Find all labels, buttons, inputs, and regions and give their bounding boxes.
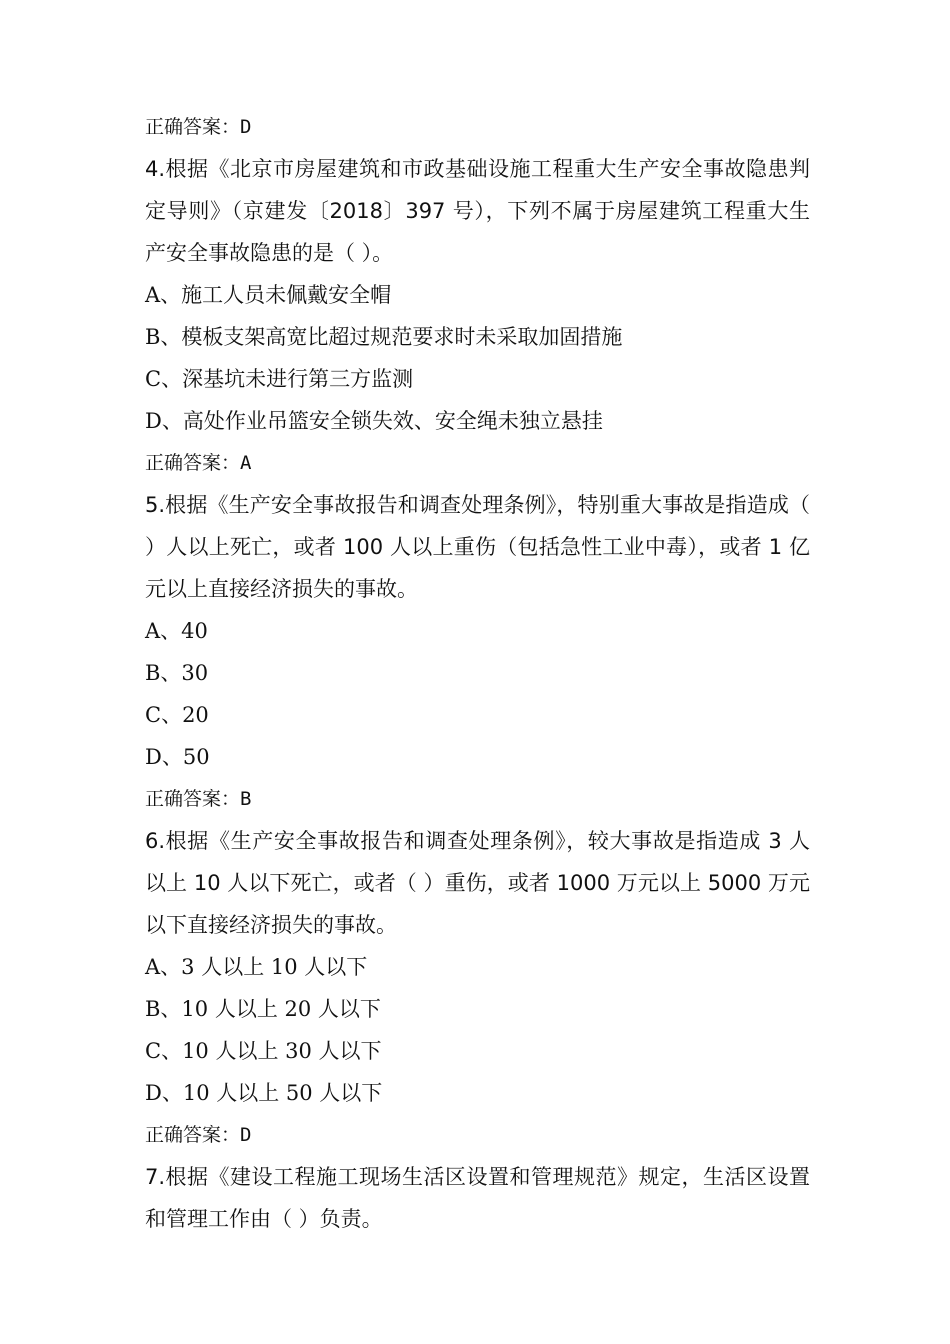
question-4-option-a: A、施工人员未佩戴安全帽 — [145, 283, 392, 307]
question-4-option-b: B、模板支架高宽比超过规范要求时未采取加固措施 — [145, 325, 623, 349]
question-5-option-d: D、50 — [145, 745, 210, 769]
answer-line: 正确答案：D — [145, 1124, 252, 1146]
question-6-text: 6.根据《生产安全事故报告和调查处理条例》，较大事故是指造成 3 人以上 10 人以下死亡，或者（ ）重伤，或者 1000 万元以上 5000 万元以下直接经济损失的事故。 — [145, 829, 810, 937]
answer-line: 正确答案：A — [145, 452, 252, 474]
answer-line: 正确答案：B — [145, 788, 252, 810]
question-4-text: 4.根据《北京市房屋建筑和市政基础设施工程重大生产安全事故隐患判定导则》（京建发〔2018〕397 号），下列不属于房屋建筑工程重大生产安全事故隐患的是（ ）。 — [145, 157, 810, 265]
question-6-option-b: B、10 人以上 20 人以下 — [145, 997, 381, 1021]
question-5-option-a: A、40 — [145, 619, 208, 643]
question-5-option-b: B、30 — [145, 661, 209, 685]
document-page — [145, 106, 810, 1240]
question-5-text: 5.根据《生产安全事故报告和调查处理条例》，特别重大事故是指造成（ ）人以上死亡，或者 100 人以上重伤（包括急性工业中毒），或者 1 亿元以上直接经济损失的事故。 — [145, 493, 810, 601]
question-6-option-a: A、3 人以上 10 人以下 — [145, 955, 368, 979]
question-6-option-c: C、10 人以上 30 人以下 — [145, 1039, 382, 1063]
question-7-text: 7.根据《建设工程施工现场生活区设置和管理规范》规定，生活区设置和管理工作由（ ）负责。 — [145, 1165, 810, 1231]
question-4-option-c: C、深基坑未进行第三方监测 — [145, 367, 414, 391]
answer-line: 正确答案：D — [145, 116, 252, 138]
question-5-option-c: C、20 — [145, 703, 209, 727]
question-4-option-d: D、高处作业吊篮安全锁失效、安全绳未独立悬挂 — [145, 409, 603, 433]
question-6-option-d: D、10 人以上 50 人以下 — [145, 1081, 383, 1105]
